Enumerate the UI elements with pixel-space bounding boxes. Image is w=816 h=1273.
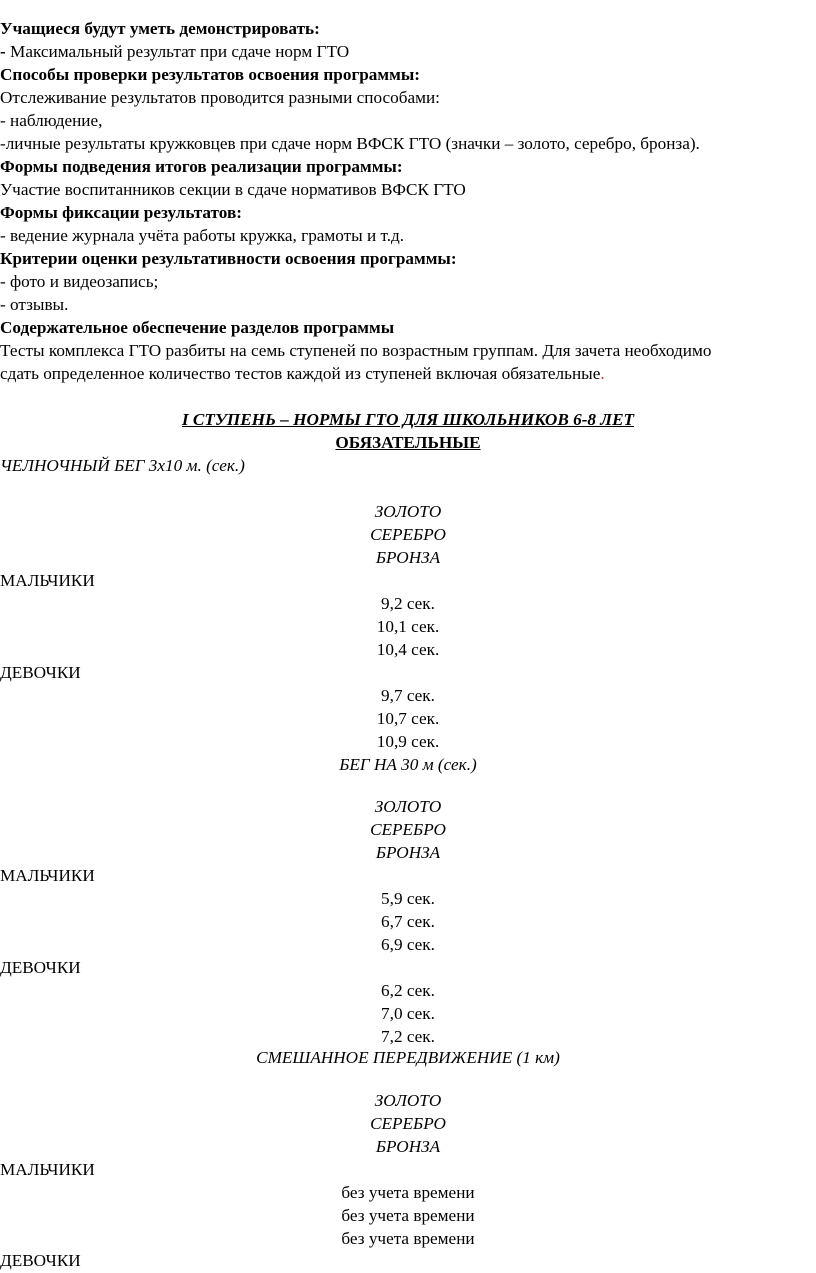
boys-bronze-value: без учета времени — [341, 1229, 475, 1248]
summary-heading: Формы подведения итогов реализации программы: — [0, 157, 403, 176]
check-intro: Отслеживание результатов проводится разными способами: — [0, 88, 440, 107]
boys-silver-value: 6,7 сек. — [381, 912, 435, 931]
content-paragraph-line: Тесты комплекса ГТО разбиты на семь ступеней по возрастным группам. Для зачета необходимо — [0, 341, 712, 360]
criteria-item: - отзывы. — [0, 295, 69, 314]
medal-bronze: БРОНЗА — [375, 1137, 441, 1156]
girls-bronze-value: 10,9 сек. — [376, 732, 440, 751]
boys-gold-value: 5,9 сек. — [381, 889, 435, 908]
boys-label: МАЛЬЧИКИ — [0, 571, 95, 590]
test-name: БЕГ НА 30 м (сек.) — [339, 755, 477, 774]
demo-heading: Учащиеся будут уметь демонстрировать: — [0, 19, 320, 38]
summary-text: Участие воспитанников секции в сдаче нормативов ВФСК ГТО — [0, 180, 466, 199]
fix-item: - ведение журнала учёта работы кружка, грамоты и т.д. — [0, 226, 405, 245]
test-name: СМЕШАННОЕ ПЕРЕДВИЖЕНИЕ (1 км) — [256, 1048, 560, 1067]
medal-silver: СЕРЕБРО — [370, 525, 446, 544]
medal-bronze: БРОНЗА — [375, 843, 441, 862]
boys-silver-value: 10,1 сек. — [376, 617, 440, 636]
boys-bronze-value: 10,4 сек. — [376, 640, 440, 659]
girls-bronze-value: 7,2 сек. — [381, 1027, 435, 1046]
medal-bronze: БРОНЗА — [375, 548, 441, 567]
girls-label: ДЕВОЧКИ — [0, 1251, 81, 1270]
boys-gold-value: без учета времени — [341, 1183, 475, 1202]
medal-gold: ЗОЛОТО — [374, 1091, 442, 1110]
criteria-item: - фото и видеозапись; — [0, 272, 159, 291]
content-paragraph-line — [0, 362, 605, 385]
stage-title: I СТУПЕНЬ – НОРМЫ ГТО ДЛЯ ШКОЛЬНИКОВ 6-8 ЛЕТ — [181, 410, 635, 429]
demo-dash: - — [0, 42, 6, 61]
content-paragraph-text: сдать определенное количество тестов каждой из ступеней включая обязательные — [0, 364, 601, 383]
check-heading: Способы проверки результатов освоения программы: — [0, 65, 420, 84]
boys-silver-value: без учета времени — [341, 1206, 475, 1225]
fix-heading: Формы фиксации результатов: — [0, 203, 242, 222]
girls-gold-value: 6,2 сек. — [381, 981, 435, 1000]
medal-gold: ЗОЛОТО — [374, 797, 442, 816]
medal-gold: ЗОЛОТО — [374, 502, 442, 521]
girls-silver-value: 10,7 сек. — [376, 709, 440, 728]
boys-label: МАЛЬЧИКИ — [0, 866, 95, 885]
stage-subtitle: ОБЯЗАТЕЛЬНЫЕ — [335, 433, 481, 452]
content-heading: Содержательное обеспечение разделов программы — [0, 318, 395, 337]
demo-text: Максимальный результат при сдаче норм ГТО — [5, 42, 350, 61]
girls-label: ДЕВОЧКИ — [0, 958, 81, 977]
girls-silver-value: 7,0 сек. — [381, 1004, 435, 1023]
check-item: -личные результаты кружковцев при сдаче норм ВФСК ГТО (значки – золото, серебро, бронза). — [0, 134, 700, 153]
girls-gold-value: 9,7 сек. — [381, 686, 435, 705]
boys-bronze-value: 6,9 сек. — [381, 935, 435, 954]
check-item: - наблюдение, — [0, 111, 103, 130]
boys-gold-value: 9,2 сек. — [381, 594, 435, 613]
test-name: ЧЕЛНОЧНЫЙ БЕГ 3х10 м. (сек.) — [0, 456, 245, 475]
boys-label: МАЛЬЧИКИ — [0, 1160, 95, 1179]
girls-label: ДЕВОЧКИ — [0, 663, 81, 682]
criteria-heading: Критерии оценки результативности освоения программы: — [0, 249, 457, 268]
demo-line — [0, 40, 349, 63]
medal-silver: СЕРЕБРО — [370, 1114, 446, 1133]
content-period: . — [600, 364, 605, 383]
medal-silver: СЕРЕБРО — [370, 820, 446, 839]
